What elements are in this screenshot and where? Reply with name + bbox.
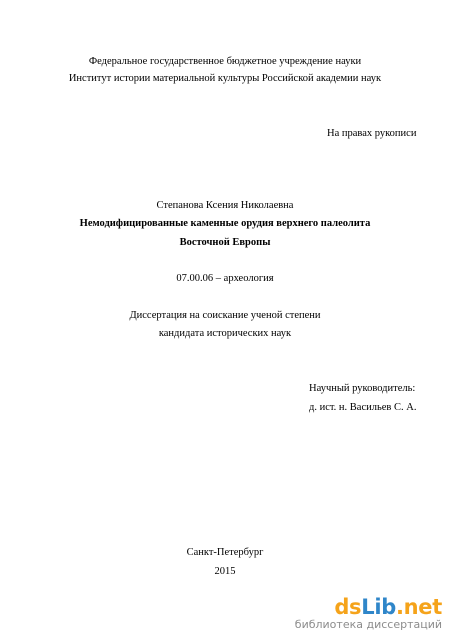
dslib-logo — [295, 596, 442, 618]
city: Санкт-Петербург — [186, 547, 264, 558]
author-name: Степанова Ксения Николаевна — [156, 200, 294, 211]
supervisor-name: д. ист. н. Васильев С. А. — [309, 402, 417, 413]
logo-net: .net — [395, 595, 442, 619]
institution-line-2: Институт истории материальной культуры Российской академии наук — [68, 73, 382, 84]
watermark-subtitle: библиотека диссертаций — [294, 618, 442, 631]
supervisor-label: Научный руководитель: — [309, 383, 416, 394]
degree-line-2: кандидата исторических наук — [158, 328, 292, 339]
year: 2015 — [214, 566, 236, 577]
dslib-watermark — [295, 596, 442, 631]
dissertation-title-line-1: Немодифицированные каменные орудия верхнего палеолита — [79, 218, 371, 229]
dissertation-title-line-2: Восточной Европы — [179, 237, 271, 248]
specialty-code: 07.00.06 – археология — [176, 273, 274, 284]
logo-lib: Lib — [361, 595, 396, 619]
institution-line-1: Федеральное государственное бюджетное учреждение науки — [88, 56, 362, 67]
manuscript-note: На правах рукописи — [327, 128, 417, 139]
degree-line-1: Диссертация на соискание ученой степени — [129, 310, 321, 321]
logo-ds: ds — [334, 595, 362, 619]
